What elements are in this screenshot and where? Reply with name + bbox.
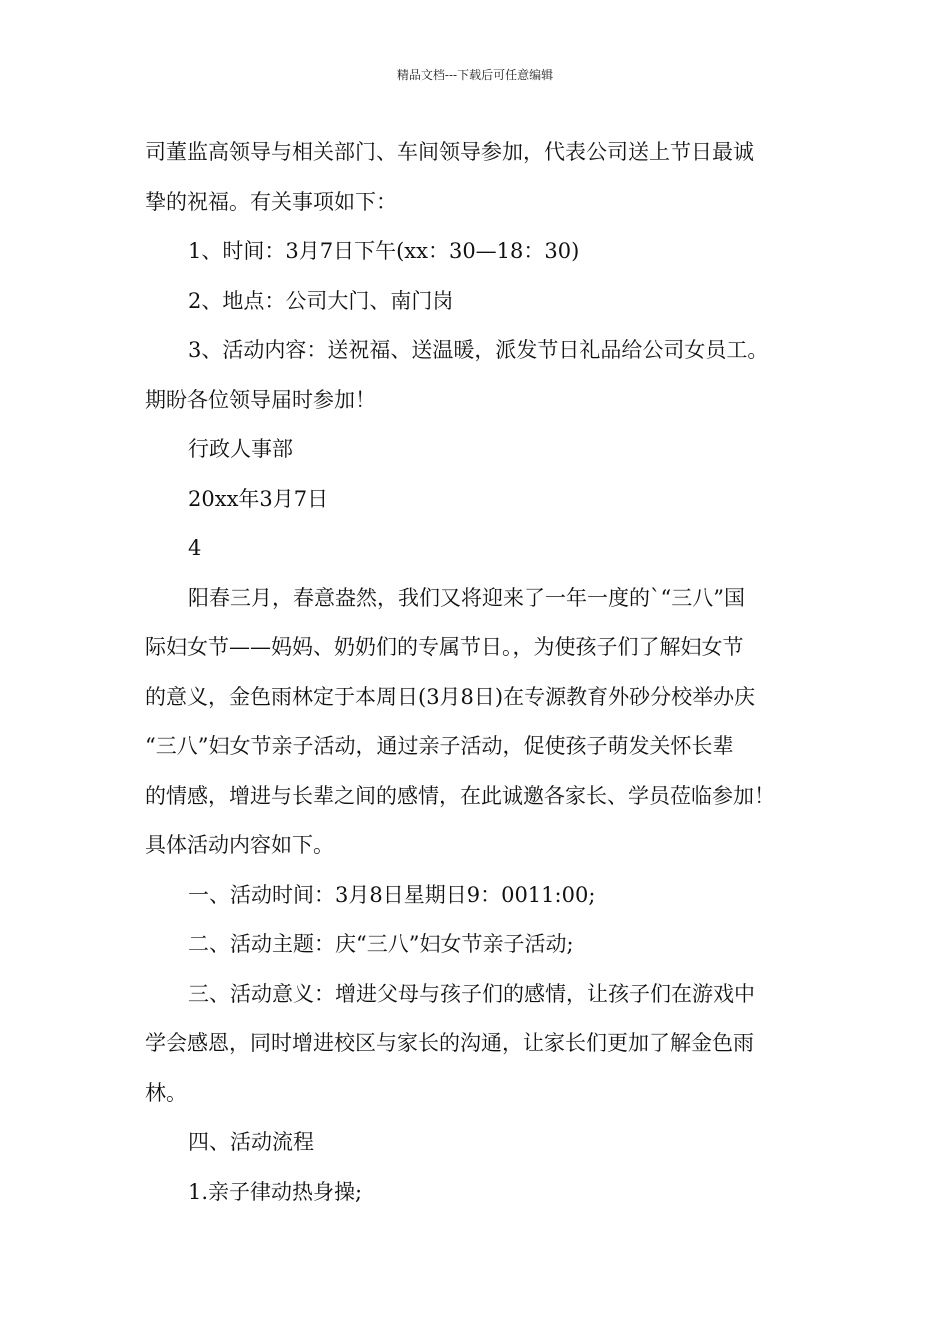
list-item: 1.亲子律动热身操; [188, 1179, 363, 1204]
paragraph-line: 际妇女节——妈妈、奶奶们的专属节日。，为使孩子们了解妇女节 [145, 635, 744, 659]
list-item: 一、活动时间：3月8日星期日9：0011:00; [188, 882, 596, 907]
paragraph-line: 挚的祝福。有关事项如下： [145, 189, 397, 214]
paragraph-line: 司董监高领导与相关部门、车间领导参加，代表公司送上节日最诚 [145, 140, 754, 164]
list-item: 2、地点：公司大门、南门岗 [188, 288, 454, 313]
paragraph-line: 林。 [145, 1080, 187, 1105]
section-heading: 四、活动流程 [188, 1130, 314, 1154]
list-item: 二、活动主题：庆“三八”妇女节亲子活动; [188, 932, 574, 956]
document-body [145, 128, 810, 1217]
signature-department: 行政人事部 [188, 437, 293, 461]
paragraph-line: 学会感恩，同时增进校区与家长的沟通，让家长们更加了解金色雨 [145, 1031, 754, 1055]
paragraph-line: 的意义，金色雨林定于本周日(3月8日)在专源教育外砂分校举办庆 [145, 684, 756, 709]
list-item: 三、活动意义：增进父母与孩子们的感情，让孩子们在游戏中 [188, 981, 755, 1006]
list-item: 1、时间：3月7日下午(xx：30—18：30) [188, 239, 580, 263]
paragraph-line: 的情感，增进与长辈之间的感情，在此诚邀各家长、学员莅临参加！ [145, 783, 775, 808]
paragraph-line: 阳春三月，春意盎然，我们又将迎来了一年一度的`“三八”国 [188, 585, 745, 610]
paragraph-line: “三八”妇女节亲子活动，通过亲子活动，促使孩子萌发关怀长辈 [145, 734, 734, 758]
section-number: 4 [188, 536, 202, 560]
page-header: 精品文档---下载后可任意编辑 [396, 68, 554, 82]
paragraph-line: 期盼各位领导届时参加！ [145, 387, 376, 412]
signature-date: 20xx年3月7日 [188, 486, 329, 511]
list-item: 3、活动内容：送祝福、送温暖，派发节日礼品给公司女员工。 [188, 338, 769, 362]
paragraph-line: 具体活动内容如下。 [145, 833, 334, 857]
